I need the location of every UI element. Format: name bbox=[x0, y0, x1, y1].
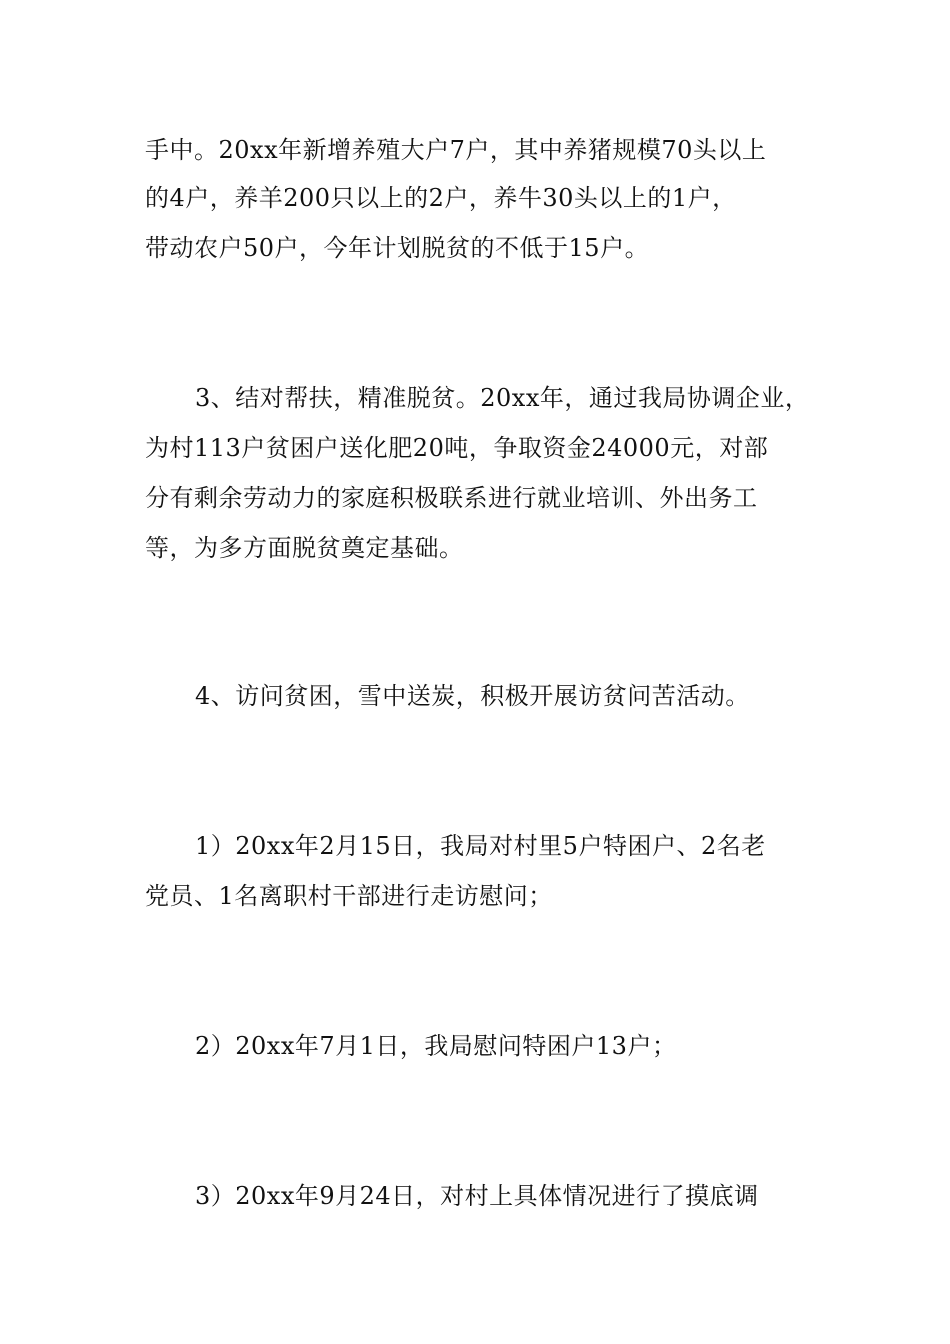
paragraph-1-line-3: 带动农户50户，今年计划脱贫的不低于15户。 bbox=[145, 234, 650, 262]
paragraph-2-line-1: 3、结对帮扶，精准脱贫。20xx年，通过我局协调企业， bbox=[195, 384, 810, 412]
paragraph-2-line-3: 分有剩余劳动力的家庭积极联系进行就业培训、外出务工 bbox=[145, 484, 758, 512]
paragraph-1-line-2: 的4户，养羊200只以上的2户，养牛30头以上的1户， bbox=[145, 184, 737, 212]
paragraph-4-line-1: 1）20xx年2月15日，我局对村里5户特困户、2名老 bbox=[195, 832, 766, 860]
paragraph-4-line-2: 党员、1名离职村干部进行走访慰问； bbox=[145, 882, 553, 910]
paragraph-5-line-1: 2）20xx年7月1日，我局慰问特困户13户； bbox=[195, 1032, 677, 1060]
paragraph-3-line-1: 4、访问贫困，雪中送炭，积极开展访贫问苦活动。 bbox=[195, 682, 750, 710]
paragraph-2-line-4: 等，为多方面脱贫奠定基础。 bbox=[145, 534, 464, 562]
paragraph-6-line-1: 3）20xx年9月24日，对村上具体情况进行了摸底调 bbox=[195, 1182, 759, 1210]
paragraph-1-line-1: 手中。20xx年新增养殖大户7户，其中养猪规模70头以上 bbox=[145, 136, 767, 164]
paragraph-2-line-2: 为村113户贫困户送化肥20吨，争取资金24000元，对部 bbox=[145, 434, 769, 462]
